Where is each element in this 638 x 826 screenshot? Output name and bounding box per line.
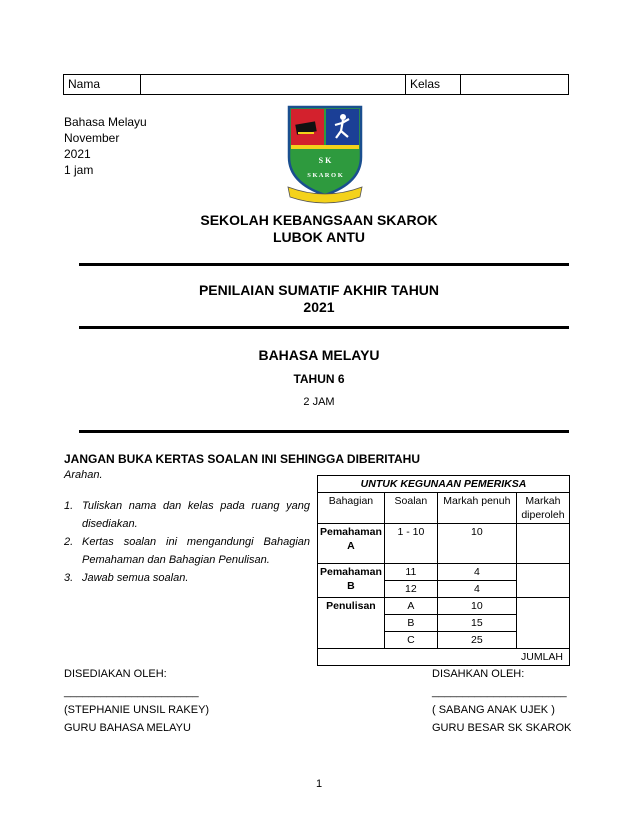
paper-meta [64,114,147,178]
cell-markah: 4 [437,581,516,598]
instruction-item: 2. Kertas soalan ini mengandungi Bahagian Pemahaman dan Bahagian Penulisan. [64,536,310,566]
header-soalan: Soalan [384,493,437,524]
class-label: Kelas [410,77,441,91]
meta-year: 2021 [64,147,91,161]
cell-markah: 25 [437,632,516,649]
cell-markah: 4 [437,564,516,581]
crest-text-bottom: S K A R O K [307,172,343,179]
exam-title-line1: PENILAIAN SUMATIF AKHIR TAHUN [198,282,440,298]
section-penulisan: Penulisan [318,598,385,649]
cell-diperoleh[interactable] [516,524,569,564]
year-title: TAHUN 6 [293,372,345,386]
cell-soalan: 1 - 10 [384,524,437,564]
school-name-line1: SEKOLAH KEBANGSAAN SKAROK [200,212,438,228]
cell-soalan: C [384,632,437,649]
cell-soalan: A [384,598,437,615]
exam-title-line2: 2021 [303,299,335,315]
meta-subject: Bahasa Melayu [64,115,147,129]
cell-diperoleh[interactable] [516,598,569,649]
exam-title [0,282,638,316]
meta-month: November [64,131,120,145]
signature-line: ______________________ [64,686,199,698]
header-bahagian: Bahagian [318,493,385,524]
cell-soalan: 11 [384,564,437,581]
header-markah-penuh: Markah penuh [437,493,516,524]
time-title: 2 JAM [303,396,335,408]
cell-soalan: 12 [384,581,437,598]
header-markah-diperoleh: Markah diperoleh [516,493,569,524]
school-crest-logo [286,105,364,205]
signature-line: ______________________ [432,686,567,698]
prepared-by [64,665,209,737]
divider [79,326,569,329]
cell-markah: 15 [437,615,516,632]
approved-by-name: ( SABANG ANAK UJEK ) [432,704,555,716]
cell-markah: 10 [437,598,516,615]
approved-by-label: DISAHKAN OLEH: [432,668,525,680]
class-field[interactable] [461,75,568,94]
approved-by-role: GURU BESAR SK SKAROK [432,722,572,734]
marks-table-title: UNTUK KEGUNAAN PEMERIKSA [318,476,570,493]
warning-text: JANGAN BUKA KERTAS SOALAN INI SEHINGGA DIBERITAHU [64,452,421,466]
instructions-list [64,497,310,587]
instructions-heading: Arahan. [64,469,103,481]
cell-markah: 10 [437,524,516,564]
instruction-item: 1. Tuliskan nama dan kelas pada ruang yang disediakan. [64,500,310,530]
section-pemahaman-a: Pemahaman A [318,524,385,564]
school-name [0,212,638,246]
meta-duration: 1 jam [64,163,94,177]
cell-diperoleh[interactable] [516,564,569,598]
prepared-by-label: DISEDIAKAN OLEH: [64,668,167,680]
crest-text-top: S K [318,156,332,165]
divider [79,430,569,433]
total-label: JUMLAH [318,649,570,666]
prepared-by-name: (STEPHANIE UNSIL RAKEY) [64,704,210,716]
name-label: Nama [68,77,101,91]
subject-title: BAHASA MELAYU [258,347,380,363]
approved-by [432,665,571,737]
divider [79,263,569,266]
name-class-table [63,74,569,95]
marks-table [317,475,570,666]
instruction-item: 3. Jawab semua soalan. [64,572,189,584]
section-pemahaman-b: Pemahaman B [318,564,385,598]
name-field[interactable] [141,75,405,94]
prepared-by-role: GURU BAHASA MELAYU [64,722,191,734]
school-name-line2: LUBOK ANTU [272,229,366,245]
cell-soalan: B [384,615,437,632]
page-number: 1 [315,778,323,790]
